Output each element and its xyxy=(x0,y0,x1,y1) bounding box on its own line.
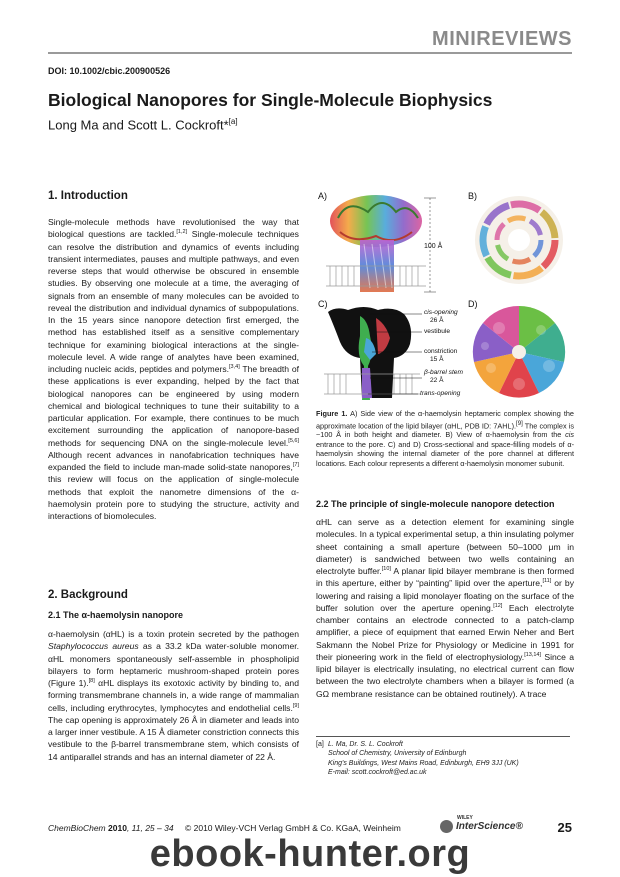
panel-d-space-filling xyxy=(473,306,565,398)
section-tag: MINIREVIEWS xyxy=(432,28,572,50)
doi[interactable]: DOI: 10.1002/cbic.200900526 xyxy=(48,66,171,76)
trans-opening-label: trans-opening xyxy=(420,390,461,397)
watermark: ebook-hunter.org xyxy=(149,833,471,875)
affiliation-email[interactable]: E-mail: scott.cockroft@ed.ac.uk xyxy=(328,769,427,777)
panel-c-cross-section xyxy=(324,307,420,400)
panel-d-label: D) xyxy=(468,299,478,309)
dimension-label: 100 Å xyxy=(424,243,443,250)
pore-annotations xyxy=(420,309,463,397)
panel-b-top-view xyxy=(468,189,569,290)
affiliation-marker: [a] xyxy=(316,741,324,748)
constriction-label: constriction xyxy=(424,348,458,355)
subheading-principle: 2.2 The principle of single-molecule nanopore detection xyxy=(316,499,555,509)
panel-a-label: A) xyxy=(318,191,327,201)
cis-opening-value: 26 Å xyxy=(430,317,444,324)
panel-b-label: B) xyxy=(468,191,477,201)
footnote-rule xyxy=(316,736,570,737)
cis-opening-label: cis-opening xyxy=(424,309,458,316)
figure-1 xyxy=(316,188,576,406)
author-affiliation-mark: [a] xyxy=(228,117,238,126)
heading-introduction: 1. Introduction xyxy=(48,190,128,202)
journal-year: 2010 xyxy=(108,823,127,833)
beta-barrel-label: β-barrel stem xyxy=(424,369,463,376)
article-title: Biological Nanopores for Single-Molecule Biophysics xyxy=(48,90,493,110)
intro-paragraph: Single-molecule methods have revolutionised the way that biological questions are tackled.[1,2] Single-molecule techniques can resolve the distribution and dynamics of events including transient intermediates, pauses and multiple pathways, and even reverse steps that would otherwise be obscured in ensemble studies. By observing one molecule at a time, the averaging of signals from an ensemble of many molecules can be avoided to reveal the distribution and individual dynamics of subpopulations. In the 15 years since nanopore detection first emerged, the method has established itself as a sensitive complementary technique for examining biological interactions at the single-molecule level. A wide range of analytes have been examined, including nucleic acids, peptides and polymers.[3,4] The breadth of these applications is ever expanding, helped by the fact that biological nanopores can be engineered by using modern chemical and biological techniques to tune their suitability to a particular application. For example, there continues to be much excitement surrounding the application of nanopore-based methods for sequencing DNA on the single-molecule level.[5,6] Although recent advances in nanofabrication techniques have expanded the field to include man-made solid-state nanopores,[7] this review will focus on the application of single-molecule methods that exploit the nanometre dimensions of the α-haemolysin protein pore to studying the structure, activity and interactions of biomolecules. xyxy=(48,217,299,521)
vestibule-label: vestibule xyxy=(424,328,451,335)
affiliation-footnote xyxy=(316,740,574,778)
logo-wiley-text: WILEY xyxy=(457,815,473,821)
affiliation-department: School of Chemistry, University of Edinburgh xyxy=(328,750,467,758)
journal-citation xyxy=(48,823,174,833)
panel-c-label: C) xyxy=(318,299,328,309)
constriction-value: 15 Å xyxy=(430,356,444,363)
journal-name: ChemBioChem xyxy=(48,823,106,833)
authors xyxy=(48,117,238,132)
figure-1-caption: Figure 1. A) Side view of the α-haemolysin heptameric complex showing the approximate location of the lipid bilayer (αHL, PDB ID: 7AHL).[9] The complex is ~100 Å in both height and diameter. B) View of α-haemolysin from the cis entrance to the pore. C) and D) Cross-sectional and space-filling models of α-haemolysin showing the internal diameter of the pore channel at different locations. Each colour represents a different α-haemolysin monomer subunit. xyxy=(316,409,575,468)
affiliation-address: King's Buildings, West Mains Road, Edinburgh, EH9 3JJ (UK) xyxy=(328,759,519,767)
affiliation-names: L. Ma, Dr. S. L. Cockroft xyxy=(328,741,403,748)
panel-a-side-view xyxy=(326,195,443,292)
logo-interscience-text: InterScience® xyxy=(456,821,523,832)
figure-1-graphic xyxy=(316,188,576,406)
logo-mark-icon xyxy=(440,820,453,833)
heading-background: 2. Background xyxy=(48,589,128,601)
background-paragraph: α-haemolysin (αHL) is a toxin protein secreted by the pathogen Staphylococcus aureus as a 33.2 kDa water-soluble monomer. αHL monomers spontaneously self-assemble in phospholipid bilayers to form heptameric mushroom-shaped protein pores (Figure 1).[8] αHL displays its exotoxic activity by binding to, and forming transmembrane channels in, a wide range of mammalian cells, including erythrocytes, lymphocytes and endothelial cells.[9] The cap opening is approximately 26 Å in diameter and leads into a larger inner vestibule. A 15 Å diameter constriction connects this vestibule to the β-barrel transmembrane stem, which consists of 14 antiparallel strands and has an internal diameter of 22 Å. xyxy=(48,629,300,762)
author-names: Long Ma and Scott L. Cockroft* xyxy=(48,117,229,133)
header-rule xyxy=(48,52,572,54)
subheading-alpha-haemolysin: 2.1 The α-haemolysin nanopore xyxy=(48,610,184,620)
copyright: © 2010 Wiley-VCH Verlag GmbH & Co. KGaA, Weinheim xyxy=(185,823,401,833)
principle-paragraph: αHL can serve as a detection element for examining single molecules. In a typical experimental setup, a thin insulating polymer sheet containing a small aperture (between 50–1000 μm in diameter) is sandwiched between two wells containing an electrolyte buffer.[10] A planar lipid bilayer membrane is then formed in this aperture, either by “painting” lipid over the aperture,[11] or by lowering and raising a lipid monolayer floating on the surface of the buffer solution over the aperture opening.[12] Each electrolyte chamber contains an electrode connected to a patch-clamp amplifier, a piece of equipment that earned Erwin Neher and Bert Sakmann the Nobel Prize for Physiology or Medicine in 1991 for their pioneering work in the field of electrophysiology.[13,14] Since a lipid bilayer is electrically insulating, no electrical current can flow between the two electrolyte chambers when a bilayer is formed (a GΩ membrane resistance can be obtained routinely). A trace xyxy=(316,517,575,699)
journal-volume-pages: , 11, 25 – 34 xyxy=(126,823,174,833)
beta-barrel-value: 22 Å xyxy=(430,377,444,384)
page-number: 25 xyxy=(557,820,572,835)
